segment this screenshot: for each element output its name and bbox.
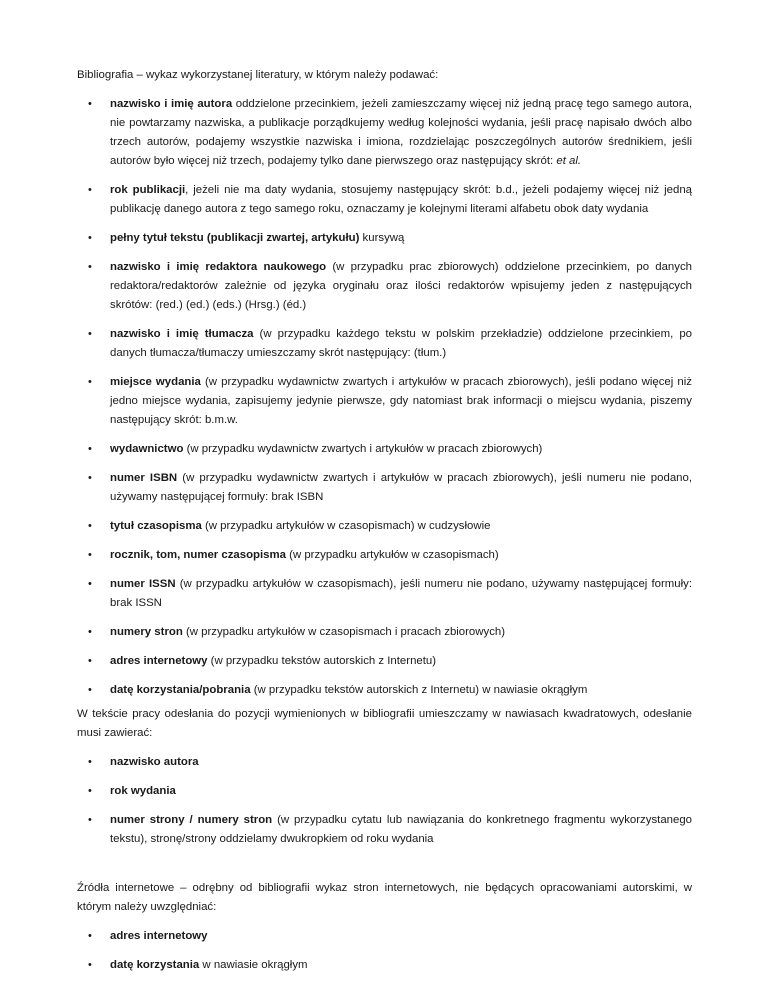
bullet-icon: • bbox=[88, 232, 92, 244]
item-text: (w przypadku tekstów autorskich z Internetu) bbox=[207, 655, 437, 667]
item-text: kursywą bbox=[359, 232, 405, 244]
list-item bbox=[77, 229, 692, 248]
item-term: numer ISSN bbox=[110, 578, 176, 590]
item-term: rok publikacji bbox=[110, 184, 186, 196]
item-term: numery stron bbox=[110, 626, 183, 638]
item-term: datę korzystania bbox=[110, 959, 200, 971]
list-item bbox=[77, 181, 692, 219]
list-item bbox=[77, 782, 692, 801]
item-text: (w przypadku prac zbiorowych) oddzielone przecinkiem, po danych redaktora/redaktorów zależnie od języka oryginału oraz ilości redaktorów wpisujemy jeden z następujących skrótów: (red.) (ed.) (eds.) (Hrsg.) (éd.) bbox=[110, 261, 692, 311]
bullet-icon: • bbox=[88, 520, 92, 532]
bullet-icon: • bbox=[88, 814, 92, 826]
document-page bbox=[77, 66, 692, 985]
list-item bbox=[77, 373, 692, 430]
list-item bbox=[77, 325, 692, 363]
item-term: tytuł czasopisma bbox=[110, 520, 202, 532]
item-term: adres internetowy bbox=[110, 930, 208, 942]
list-item bbox=[77, 575, 692, 613]
bullet-icon: • bbox=[88, 328, 92, 340]
item-text: (w przypadku wydawnictw zwartych i artykułów w pracach zbiorowych), jeśli podano więcej niż jedno miejsce wydania, zapisujemy jedynie pierwsze, gdy natomiast brak informacji o miejscu wydania, piszemy następujący skrót: b.m.w. bbox=[110, 376, 692, 426]
bullet-icon: • bbox=[88, 626, 92, 638]
bullet-icon: • bbox=[88, 785, 92, 797]
bibliography-list bbox=[77, 95, 692, 700]
bullet-icon: • bbox=[88, 959, 92, 971]
references-intro: W tekście pracy odesłania do pozycji wymienionych w bibliografii umieszczamy w nawiasach kwadratowych, odesłanie musi zawierać: bbox=[77, 708, 692, 739]
item-italic: et al. bbox=[556, 155, 582, 167]
bullet-icon: • bbox=[88, 578, 92, 590]
internet-sources-list bbox=[77, 927, 692, 975]
list-item bbox=[77, 258, 692, 315]
list-item bbox=[77, 811, 692, 849]
bullet-icon: • bbox=[88, 549, 92, 561]
item-term: nazwisko i imię tłumacza bbox=[110, 328, 254, 340]
list-item bbox=[77, 440, 692, 459]
item-term: datę korzystania/pobrania bbox=[110, 684, 251, 696]
bullet-icon: • bbox=[88, 184, 92, 196]
item-text: (w przypadku wydawnictw zwartych i artykułów w pracach zbiorowych) bbox=[183, 443, 543, 455]
list-item bbox=[77, 927, 692, 946]
bullet-icon: • bbox=[88, 930, 92, 942]
list-item bbox=[77, 681, 692, 700]
item-text: (w przypadku artykułów w czasopismach i pracach zbiorowych) bbox=[182, 626, 506, 638]
item-text: (w przypadku artykułów w czasopismach) bbox=[285, 549, 499, 561]
list-item bbox=[77, 469, 692, 507]
references-list bbox=[77, 753, 692, 849]
item-term: nazwisko i imię redaktora naukowego bbox=[110, 261, 327, 273]
list-item bbox=[77, 95, 692, 171]
item-text: (w przypadku artykułów w czasopismach), jeśli numeru nie podano, używamy następującej formuły: brak ISSN bbox=[110, 578, 693, 609]
bullet-icon: • bbox=[88, 376, 92, 388]
item-text: , jeżeli nie ma daty wydania, stosujemy następujący skrót: b.d., jeżeli podajemy więcej niż jedną publikację danego autora z tego samego roku, oznaczamy je kolejnymi literami alfabetu obok daty wydania bbox=[110, 184, 692, 215]
bullet-icon: • bbox=[88, 98, 92, 110]
item-text: w nawiasie okrągłym bbox=[199, 959, 308, 971]
item-text: (w przypadku wydawnictw zwartych i artykułów w pracach zbiorowych), jeśli numeru nie podano, używamy następującej formuły: brak ISBN bbox=[110, 472, 692, 503]
list-item bbox=[77, 517, 692, 536]
item-term: miejsce wydania bbox=[110, 376, 201, 388]
item-term: nazwisko autora bbox=[110, 756, 199, 768]
item-term: adres internetowy bbox=[110, 655, 208, 667]
item-term: wydawnictwo bbox=[110, 443, 184, 455]
list-item bbox=[77, 956, 692, 975]
item-term: rok wydania bbox=[110, 785, 176, 797]
bullet-icon: • bbox=[88, 472, 92, 484]
item-term: pełny tytuł tekstu (publikacji zwartej, artykułu) bbox=[110, 232, 360, 244]
list-item bbox=[77, 753, 692, 772]
bibliography-intro: Bibliografia – wykaz wykorzystanej literatury, w którym należy podawać: bbox=[77, 69, 439, 81]
item-text: (w przypadku każdego tekstu w polskim przekładzie) oddzielone przecinkiem, po danych tłumacza/tłumaczy umieszczamy skrót następujący: (tłum.) bbox=[110, 328, 692, 359]
item-term: numer strony / numery stron bbox=[110, 814, 273, 826]
item-text: (w przypadku tekstów autorskich z Internetu) w nawiasie okrągłym bbox=[250, 684, 588, 696]
bullet-icon: • bbox=[88, 684, 92, 696]
bullet-icon: • bbox=[88, 261, 92, 273]
item-term: nazwisko i imię autora bbox=[110, 98, 233, 110]
bullet-icon: • bbox=[88, 443, 92, 455]
bullet-icon: • bbox=[88, 655, 92, 667]
list-item bbox=[77, 652, 692, 671]
item-text: (w przypadku artykułów w czasopismach) w cudzysłowie bbox=[201, 520, 491, 532]
list-item bbox=[77, 546, 692, 565]
item-text: oddzielone przecinkiem, jeżeli zamieszczamy więcej niż jedną pracę tego samego autora, nie powtarzamy nazwiska, a publikacje porządkujemy według kolejności wydania, jeśli pracę napisało dwóch albo trzech autorów, podajemy wszystkie nazwiska i imiona, rozdzielając poszczególnych autorów średnikiem, jeśli autorów było więcej niż trzech, podajemy tylko dane pierwszego oraz następujący skrót: bbox=[110, 98, 692, 167]
item-term: rocznik, tom, numer czasopisma bbox=[110, 549, 286, 561]
internet-sources-intro: Źródła internetowe – odrębny od bibliografii wykaz stron internetowych, nie będących opracowaniami autorskimi, w którym należy uwzględniać: bbox=[77, 882, 692, 913]
list-item bbox=[77, 623, 692, 642]
item-text: (w przypadku cytatu lub nawiązania do konkretnego fragmentu wykorzystanego tekstu), stronę/strony oddzielamy dwukropkiem od roku wydania bbox=[110, 814, 692, 845]
item-term: numer ISBN bbox=[110, 472, 178, 484]
bullet-icon: • bbox=[88, 756, 92, 768]
